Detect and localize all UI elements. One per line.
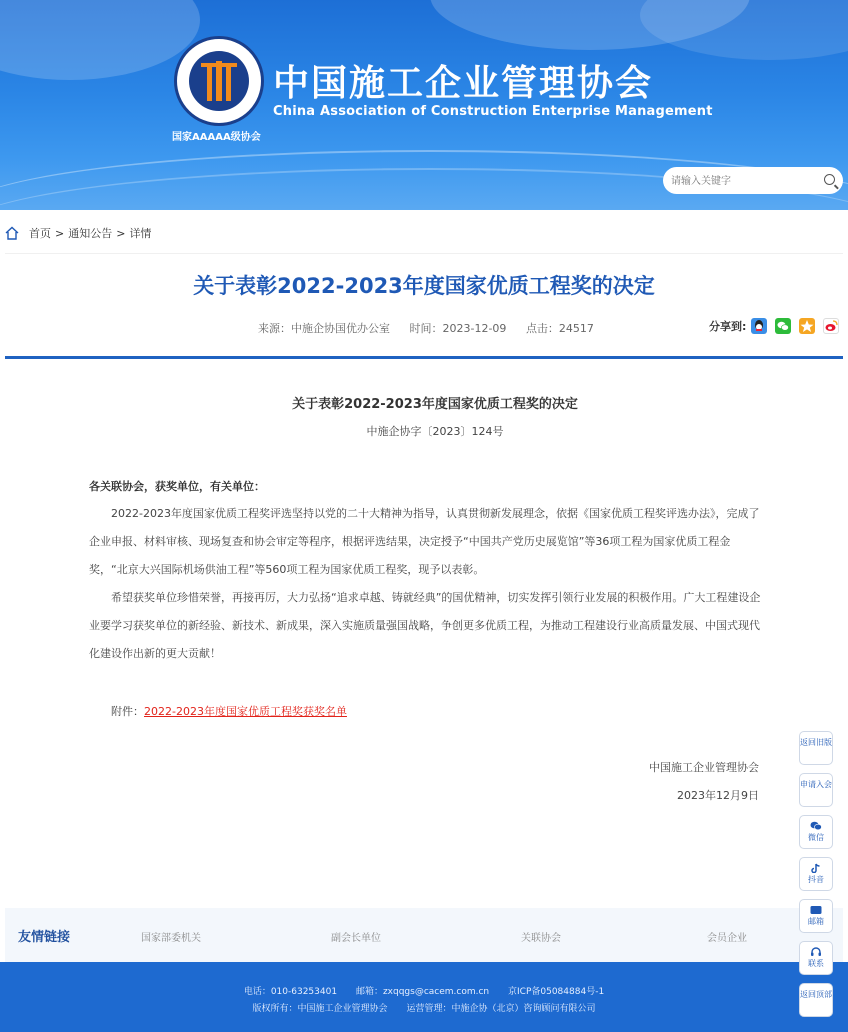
join-button[interactable] — [799, 773, 833, 807]
attachment — [111, 703, 347, 719]
old-version-button[interactable] — [799, 731, 833, 765]
article-meta — [258, 320, 610, 336]
org-name-en: China Association of Construction Enterprise Management — [273, 104, 713, 119]
breadcrumb-current: 详情 — [129, 227, 152, 240]
search-input[interactable] — [669, 171, 813, 192]
douyin-button[interactable] — [799, 857, 833, 891]
title-underline — [5, 356, 843, 359]
cloud-decoration — [0, 0, 200, 80]
document-paragraph-1: 2022-2023年度国家优质工程奖评选坚持以党的二十大精神为指导，认真贯彻新发展理念，依据《国家优质工程奖评选办法》，完成了企业申报、材料审核、现场复查和协会审定等程序，根据评选结果，决定授予“中国共产党历史展览馆”等36项工程为国家优质工程金奖，“北京大兴国际机场供油工程”等560项工程为国家优质工程奖，现予以表彰。 — [89, 507, 760, 576]
document-number: 中施企协字〔2023〕124号 — [366, 425, 504, 438]
association-logo[interactable] — [174, 36, 264, 126]
contact-label: 联系 — [808, 959, 824, 968]
logo-caption: 国家AAAAA级协会 — [172, 132, 261, 143]
headset-icon — [810, 947, 822, 957]
mail-icon — [810, 905, 822, 915]
site-header — [0, 0, 848, 210]
home-icon — [5, 226, 19, 240]
wechat-button[interactable] — [799, 815, 833, 849]
friend-links-title: 友情链接 — [18, 930, 71, 945]
mail-label: 邮箱 — [808, 917, 824, 926]
friend-link-vice-presidents[interactable]: 副会长单位 — [331, 933, 381, 944]
breadcrumb-notices-link[interactable]: 通知公告 — [68, 227, 113, 240]
old-version-label: 返回旧版 — [800, 738, 832, 747]
footer-operator: 运营管理：中施企协（北京）咨询顾问有限公司 — [406, 1004, 596, 1014]
qq-share-icon[interactable] — [751, 318, 767, 334]
attachment-label: 附件： — [111, 705, 144, 718]
document-salutation: 各关联协会，获奖单位，有关单位： — [89, 480, 265, 493]
cloud-decoration — [640, 0, 848, 60]
mail-button[interactable] — [799, 899, 833, 933]
friend-links-bar — [5, 908, 843, 962]
friend-link-associations[interactable]: 关联协会 — [521, 933, 561, 944]
breadcrumb-separator: > — [55, 226, 65, 240]
document-paragraph-2: 希望获奖单位珍惜荣誉，再接再厉，大力弘扬“追求卓越、铸就经典”的国优精神，切实发挥引领行业发展的积极作用。广大工程建设企业要学习获奖单位的新经验、新技术、新成果，深入实施质量强国战略，争创更多优质工程，为推动工程建设行业高质量发展、中国式现代化建设作出新的更大贡献！ — [89, 591, 761, 660]
back-to-top-label: 返回顶部 — [800, 990, 832, 999]
join-label: 申请入会 — [800, 780, 832, 789]
breadcrumb-separator: > — [116, 226, 126, 240]
weibo-share-icon[interactable] — [823, 318, 839, 334]
footer-phone: 电话：010-63253401 — [243, 987, 338, 997]
wechat-icon — [810, 821, 822, 831]
share-label: 分享到: — [709, 320, 747, 333]
signature-date: 2023年12月9日 — [677, 789, 759, 802]
divider — [5, 253, 843, 254]
site-footer — [0, 962, 848, 1032]
douyin-label: 抖音 — [808, 875, 824, 884]
logo-emblem — [189, 51, 249, 111]
document-title: 关于表彰2022-2023年度国家优质工程奖的决定 — [292, 397, 578, 412]
footer-copyright: 版权所有：中国施工企业管理协会 — [252, 1004, 388, 1014]
wechat-label: 微信 — [808, 833, 824, 842]
share-bar — [709, 318, 839, 334]
search-box — [663, 167, 843, 194]
qzone-share-icon[interactable] — [799, 318, 815, 334]
friend-link-members[interactable]: 会员企业 — [707, 933, 747, 944]
search-icon[interactable] — [824, 174, 835, 185]
article-clicks: 点击：24517 — [525, 322, 594, 335]
footer-email: 邮箱：zxqqgs@cacem.com.cn — [355, 987, 490, 997]
attachment-link[interactable]: 2022-2023年度国家优质工程奖获奖名单 — [144, 705, 347, 718]
footer-icp[interactable]: 京ICP备05084884号-1 — [508, 987, 605, 997]
friend-link-ministries[interactable]: 国家部委机关 — [141, 933, 201, 944]
org-name-cn: 中国施工企业管理协会 — [273, 63, 654, 104]
douyin-icon — [810, 863, 822, 873]
contact-button[interactable] — [799, 941, 833, 975]
article-title: 关于表彰2022-2023年度国家优质工程奖的决定 — [193, 274, 655, 298]
breadcrumb-home-link[interactable]: 首页 — [29, 227, 51, 240]
back-to-top-button[interactable] — [799, 983, 833, 1017]
wechat-share-icon[interactable] — [775, 318, 791, 334]
article-time: 时间：2023-12-09 — [409, 322, 507, 335]
signature-org: 中国施工企业管理协会 — [649, 761, 759, 774]
article-source: 来源：中施企协国优办公室 — [258, 322, 390, 335]
breadcrumb — [5, 224, 151, 242]
